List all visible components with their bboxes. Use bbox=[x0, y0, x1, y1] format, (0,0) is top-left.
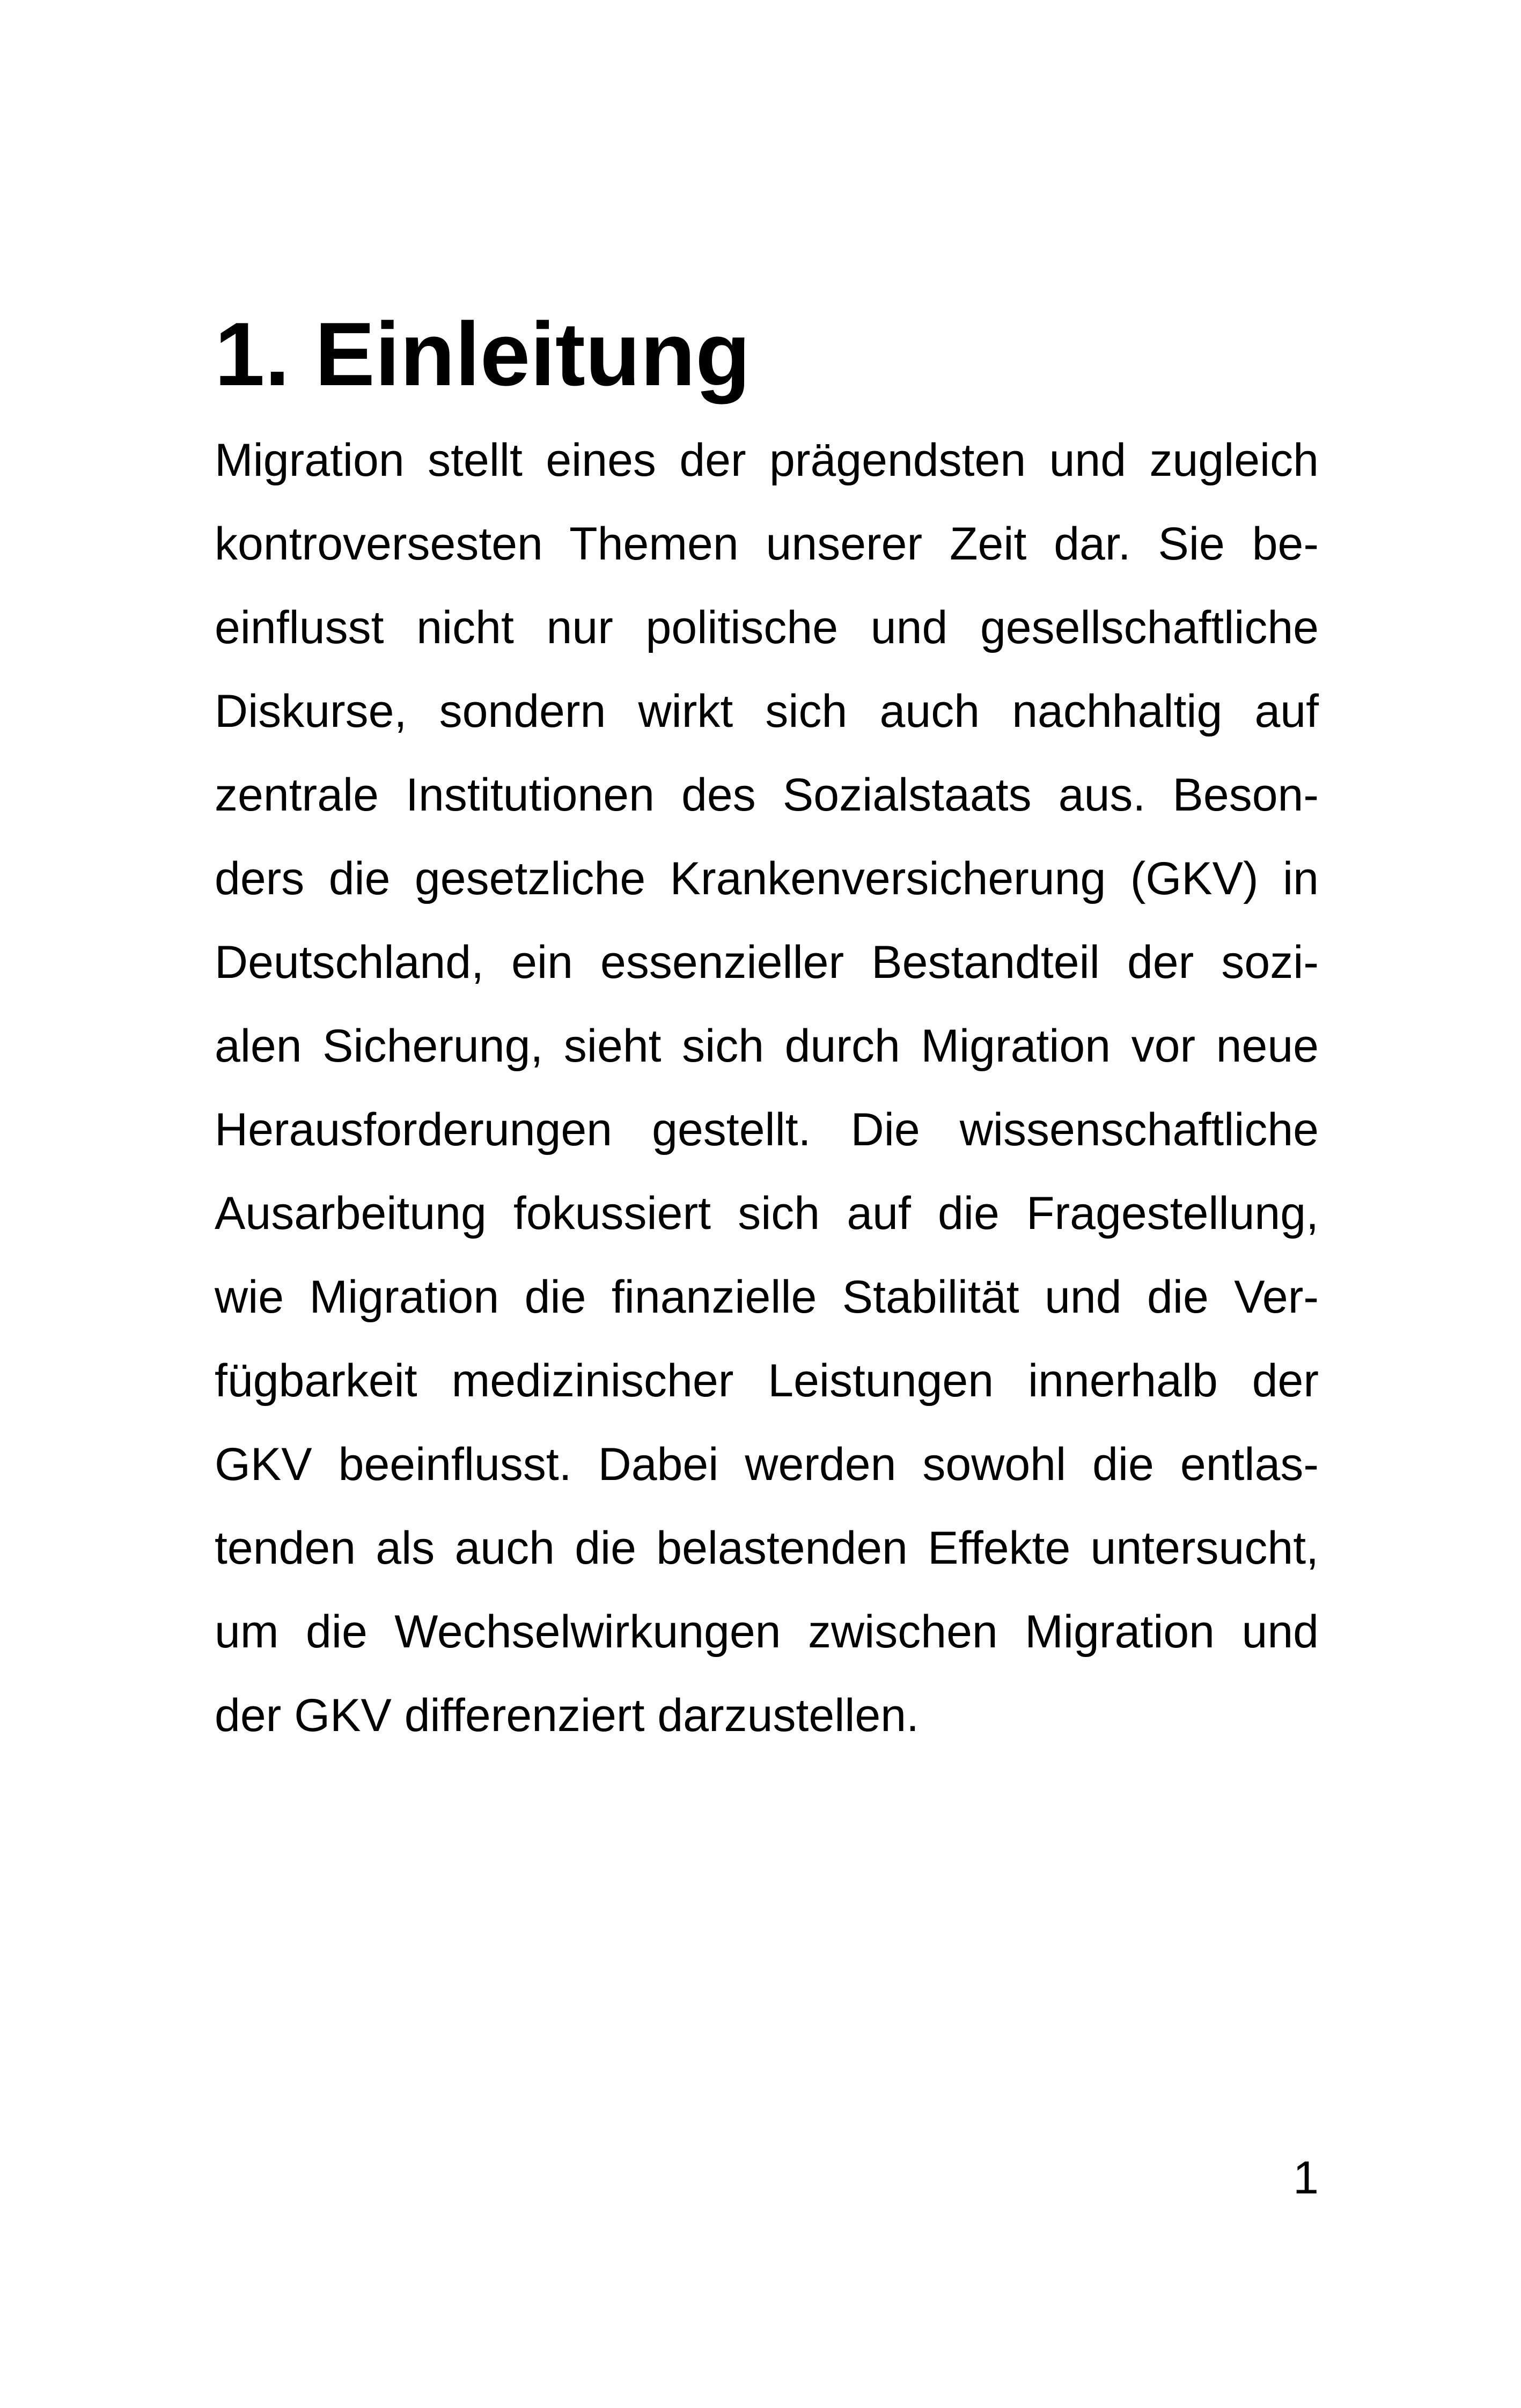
paragraph-line: alen Sicherung, sieht sich durch Migration vor neue bbox=[215, 1020, 1319, 1072]
paragraph-line: Ausarbeitung fokussiert sich auf die Fragestellung, bbox=[215, 1188, 1319, 1239]
paragraph-line: wie Migration die finanzielle Stabilität und die Ver- bbox=[215, 1271, 1319, 1323]
body-paragraph bbox=[215, 418, 1319, 1757]
paragraph-line: Herausforderungen gestellt. Die wissenschaftliche bbox=[215, 1104, 1319, 1155]
paragraph-line: Diskurse, sondern wirkt sich auch nachhaltig auf bbox=[215, 686, 1319, 737]
paragraph-line: Deutschland, ein essenzieller Bestandteil der sozi- bbox=[215, 937, 1319, 988]
paragraph-line: um die Wechselwirkungen zwischen Migration und bbox=[215, 1606, 1319, 1658]
paragraph-line: kontroversesten Themen unserer Zeit dar. Sie be- bbox=[215, 518, 1319, 570]
paragraph-line: fügbarkeit medizinischer Leistungen innerhalb der bbox=[215, 1355, 1319, 1406]
paragraph-line: der GKV differenziert darzustellen. bbox=[215, 1690, 919, 1741]
paragraph-line: zentrale Institutionen des Sozialstaats aus. Beson- bbox=[215, 769, 1319, 821]
paragraph-line: Migration stellt eines der prägendsten und zugleich bbox=[215, 435, 1319, 486]
paragraph-line: GKV beeinflusst. Dabei werden sowohl die entlas- bbox=[215, 1439, 1319, 1490]
page-content bbox=[215, 300, 1319, 1757]
paragraph-line: ders die gesetzliche Krankenversicherung (GKV) in bbox=[215, 853, 1319, 904]
paragraph-line: einflusst nicht nur politische und gesellschaftliche bbox=[215, 602, 1319, 653]
page-number: 1 bbox=[1293, 2152, 1319, 2204]
paragraph-line: tenden als auch die belastenden Effekte untersucht, bbox=[215, 1522, 1319, 1574]
chapter-heading: 1. Einleitung bbox=[215, 304, 751, 404]
